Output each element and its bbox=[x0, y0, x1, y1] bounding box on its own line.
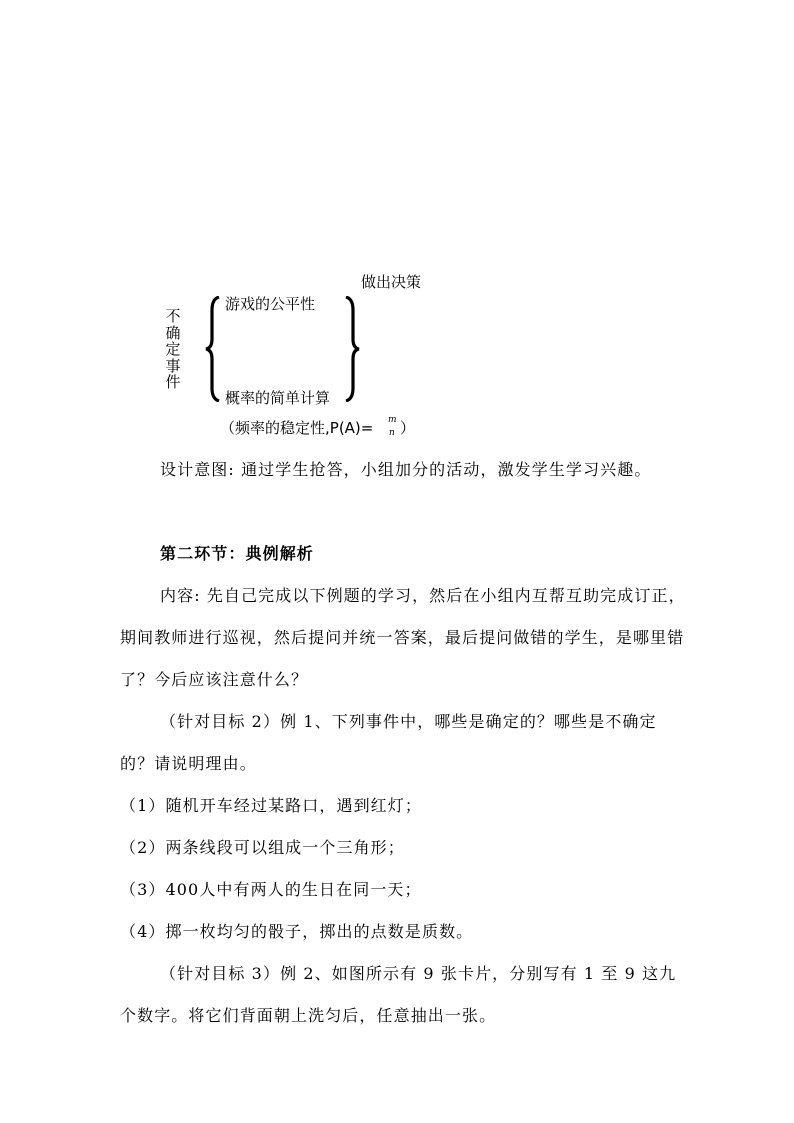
list-item-4: （4）掷一枚均匀的骰子，掷出的点数是质数。 bbox=[120, 922, 474, 941]
probability-calculation-item: 概率的简单计算 bbox=[225, 389, 331, 407]
design-intent-paragraph: 设计意图: 通过学生抢答，小组加分的活动，激发学生学习兴趣。 bbox=[160, 460, 652, 479]
content-paragraph: 内容: 先自己完成以下例题的学习，然后在小组内互帮互助完成订正，期间教师进行巡视，然后提问并统一答案，最后提问做错的学生，是哪里错了？今后应该注意什么？ bbox=[120, 586, 686, 689]
list-item-3: （3）400人中有两人的生日在同一天； bbox=[120, 880, 422, 899]
uncertain-event-label: 不确定事件 bbox=[165, 307, 181, 391]
example-1-paragraph: （针对目标 2）例 1、下列事件中，哪些是确定的？哪些是不确定的？请说明理由。 bbox=[120, 712, 657, 773]
game-fairness-item: 游戏的公平性 bbox=[225, 295, 316, 313]
formula-denominator: n bbox=[389, 428, 395, 438]
right-brace bbox=[344, 296, 360, 402]
list-item-2: （2）两条线段可以组成一个三角形； bbox=[120, 838, 405, 857]
section-title: 第二环节：典例解析 bbox=[160, 544, 314, 563]
concept-diagram bbox=[0, 0, 794, 450]
example-2-paragraph: （针对目标 3）例 2、如图所示有 9 张卡片，分别写有 1 至 9 这九个数字。将它们背面朝上洗匀后，任意抽出一张。 bbox=[120, 964, 677, 1025]
make-decision-label: 做出决策 bbox=[361, 273, 422, 291]
formula-suffix: ） bbox=[400, 419, 416, 437]
formula-prefix: （频率的稳定性,P(A)= bbox=[220, 419, 374, 437]
list-item-1: （1）随机开车经过某路口，遇到红灯； bbox=[120, 796, 422, 815]
formula-numerator: m bbox=[388, 415, 397, 425]
frequency-stability-formula bbox=[220, 418, 373, 438]
left-brace bbox=[205, 296, 221, 402]
